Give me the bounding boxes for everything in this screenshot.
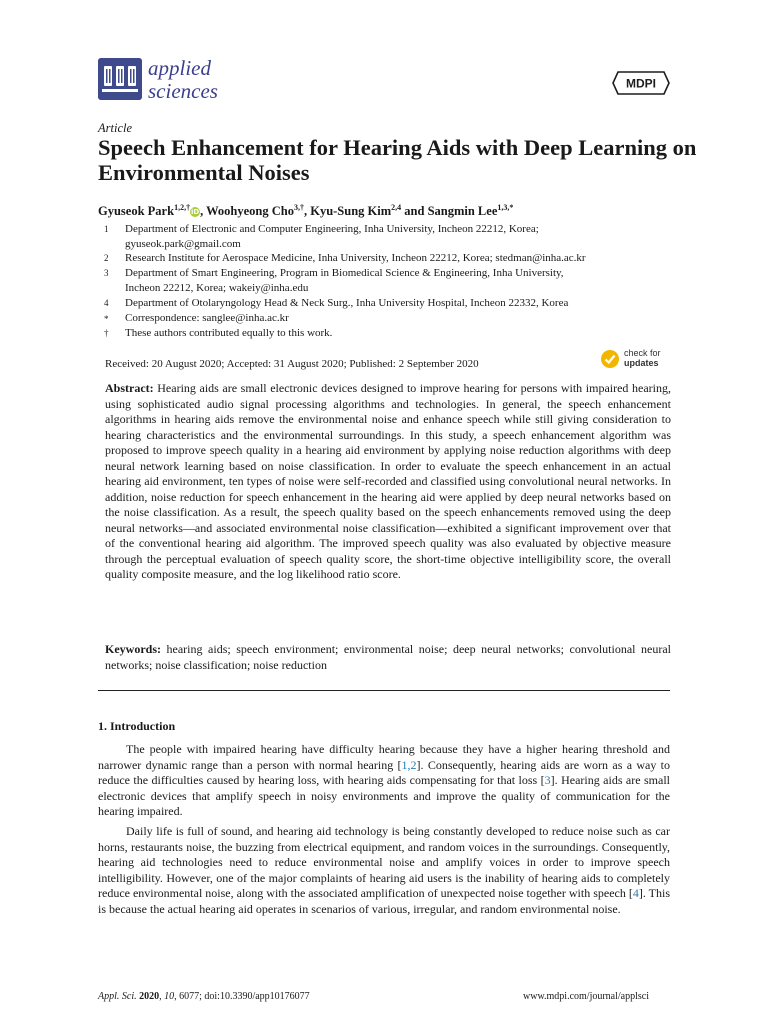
citation-link[interactable]: 1,2: [401, 757, 417, 772]
equal-contribution-note: [125, 326, 685, 341]
citation-footer: Appl. Sci. 2020, 10, 6077; doi:10.3390/app10176077: [98, 991, 310, 1002]
paper-title: Speech Enhancement for Hearing Aids with Deep Learning on Environmental Noises: [98, 135, 697, 185]
check-updates-line1: check for: [624, 348, 661, 358]
citation-link[interactable]: 3: [544, 773, 551, 787]
correspondence: [125, 311, 685, 326]
affiliation-4: [125, 296, 685, 311]
affiliation-line: Department of Otolaryngology Head & Neck Surg., Inha University Hospital, Incheon 22332, Korea: [125, 297, 569, 309]
author-name: Gyuseok Park: [98, 204, 175, 218]
author-affiliation-marks: 2,4: [391, 203, 402, 212]
affiliation-mark: 3: [104, 268, 109, 278]
keywords-text: hearing aids; speech environment; environmental noise; deep neural networks; convolutional neural networks; noise classification; noise reduction: [105, 642, 672, 672]
author-affiliation-marks: 3,†: [293, 203, 304, 212]
keywords-label: Keywords:: [105, 642, 161, 656]
equal-contribution-line: These authors contributed equally to this work.: [125, 327, 333, 339]
author-name: Kyu-Sung Kim: [310, 204, 392, 218]
author-affiliation-marks: 1,3,*: [497, 203, 514, 212]
check-updates-line2: updates: [624, 358, 659, 368]
affiliation-3: [125, 266, 685, 295]
affiliation-mark: 4: [104, 298, 109, 308]
affiliation-mark: 1: [104, 224, 109, 234]
check-updates-icon: [600, 349, 620, 369]
footer-year: 2020: [139, 991, 160, 1002]
citation-link[interactable]: 4: [632, 886, 639, 900]
author-separator: ,: [200, 204, 207, 218]
affiliation-line: Research Institute for Aerospace Medicine, Inha University, Incheon 22212, Korea; stedman@inha.ac.kr: [125, 252, 586, 264]
publisher-name: MDPI: [626, 76, 656, 91]
author-name: Woohyeong Cho: [206, 204, 294, 218]
paragraph-text: Daily life is full of sound, and hearing aid technology is being constantly developed to reduce noise such as car horns, restaurants noise, the buzzing from electrical equipment, and random voices in the surroundings. Consequently, hearing aid technologies need to reduce environmental noise and amplify voices in order to improve speech intelligibility. However, one of the major complaints of hearing aid users is the inability of hearing aids to completely reduce environmental noise, along with the associated amplification of unexpected noise together with speech [: [98, 824, 670, 900]
abstract: [105, 381, 671, 583]
author-affiliation-marks: 1,2,†: [174, 203, 191, 212]
orcid-icon[interactable]: iD: [190, 208, 200, 216]
footer-volume: 10: [164, 991, 175, 1002]
author-list: [98, 203, 513, 219]
journal-abbrev: Appl. Sci.: [98, 991, 137, 1002]
correspondence-line: Correspondence: sanglee@inha.ac.kr: [125, 312, 289, 324]
affiliation-line: Incheon 22212, Korea; wakeiy@inha.edu: [125, 281, 309, 294]
intro-paragraph-1: [98, 742, 670, 820]
abstract-label: Abstract:: [105, 381, 154, 395]
journal-name-line2: sciences: [148, 79, 218, 103]
article-type: Article: [98, 121, 133, 135]
affiliation-email[interactable]: gyuseok.park@gmail.com: [125, 237, 241, 250]
affiliation-line: Department of Smart Engineering, Program in Biomedical Science & Engineering, Inha University,: [125, 267, 564, 279]
author-separator: and: [401, 204, 428, 218]
author-separator: ,: [303, 204, 311, 218]
publication-dates: Received: 20 August 2020; Accepted: 31 August 2020; Published: 2 September 2020: [105, 358, 479, 370]
affiliation-line: Department of Electronic and Computer Engineering, Inha University, Incheon 22212, Korea;: [125, 223, 539, 235]
affiliation-mark: 2: [104, 253, 109, 263]
section-heading: 1. Introduction: [98, 719, 176, 733]
mdpi-logo-icon: [612, 70, 670, 96]
check-for-updates-badge[interactable]: [600, 347, 672, 371]
paragraph-text: ]. Hearing aids are small electronic devices that amplify speech in noisy environments and improve the quality of communication for the hearing impaired.: [98, 773, 670, 818]
equal-contribution-mark: †: [104, 328, 109, 338]
paragraph-text: The people with impaired hearing have difficulty hearing because they have a higher hearing threshold and narrower dynamic range than a person with normal hearing [: [98, 742, 670, 772]
correspondence-mark: *: [104, 314, 109, 324]
journal-url[interactable]: www.mdpi.com/journal/applsci: [523, 991, 649, 1002]
affiliations: [0, 222, 768, 342]
footer-doi: , 6077; doi:10.3390/app10176077: [174, 991, 310, 1002]
paragraph-text: ]. This is because the actual hearing aid operates in scenarios of various, irregular, and random environmental noise.: [98, 886, 670, 916]
journal-name: [148, 57, 218, 103]
journal-logo-icon: [98, 58, 142, 100]
author-name: Sangmin Lee: [427, 204, 498, 218]
paragraph-text: ]. Consequently, hearing aids are worn as a way to reduce the difficulties caused by hearing loss, with hearing aids compensating for that loss [: [98, 757, 671, 787]
abstract-text: Hearing aids are small electronic devices designed to improve hearing for persons with impaired hearing, using sophisticated audio signal processing algorithms and technologies. In general, the speech enhancement algorithms in hearing aids remove the environmental noise and enhance speech while still giving consideration to hearing characteristics and the environmental surroundings. In this study, a speech enhancement algorithm was proposed to improve speech quality in a hearing aid environment by applying noise reduction algorithms with deep neural network learning based on noise classification. In order to evaluate the speech enhancement in an actual hearing aid environment, ten types of noise were self-recorded and classified using convolutional neural networks. In addition, noise reduction for speech enhancement in the hearing aid were applied by deep neural networks based on the noise classification. As a result, the speech quality based on the speech enhancements removed using the deep neural networks—and associated environmental noise classification—exhibited a significant improvement over that of the conventional hearing aid algorithm. The improved speech quality was also evaluated by objective measure through the perceptual evaluation of speech quality score, the short-time objective intelligibility score, the overall quality composite measure, and the log likelihood ratio score.: [105, 381, 671, 581]
intro-paragraph-2: [98, 824, 670, 917]
journal-name-line1: applied: [148, 56, 211, 80]
affiliation-1: [125, 222, 685, 251]
keywords: [105, 642, 671, 673]
affiliation-2: [125, 251, 685, 266]
section-divider: [98, 690, 670, 691]
